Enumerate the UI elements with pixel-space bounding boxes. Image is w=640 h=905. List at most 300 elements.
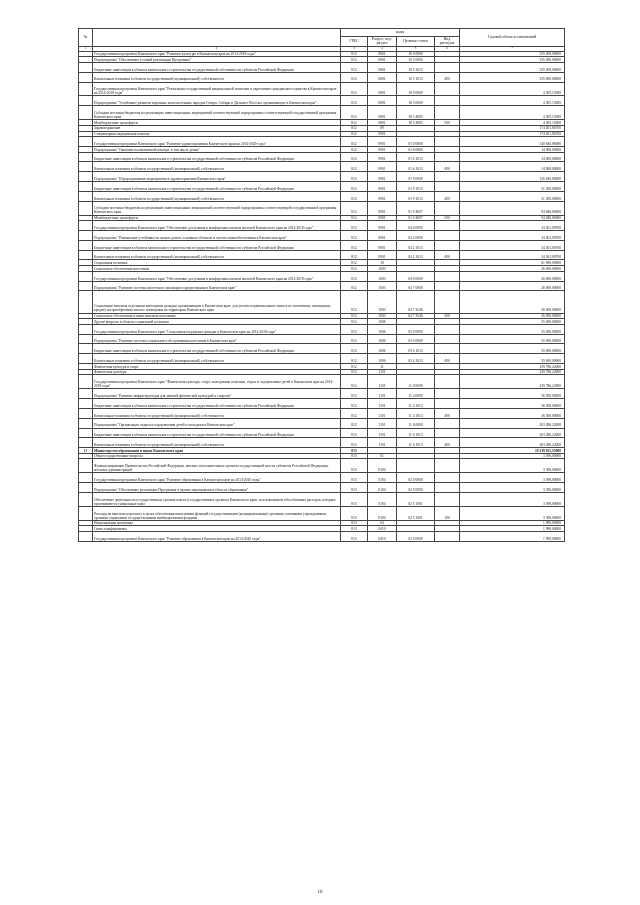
razdel-code: 1003 (368, 271, 397, 281)
amount-value: 26 000,00000 (460, 271, 565, 281)
razdel-code: 10 (368, 260, 397, 266)
expense-type-code: 400 (435, 408, 460, 418)
amount-value: 35 690,00000 (460, 319, 565, 325)
grbs-code: 812 (341, 344, 368, 354)
target-article-code: 18 3 4005 (397, 120, 435, 126)
amount-value: 335 000,00000 (460, 62, 565, 72)
grbs-code: 813 (341, 473, 368, 483)
row-number (79, 354, 93, 364)
item-name: Капитальные вложения в объекты государственной (муниципальной) собственности (93, 408, 341, 418)
target-article-code: 03 4 0000 (397, 334, 435, 344)
amount-value: 31 200,00000 (460, 182, 565, 192)
amount-value: 335 000,00000 (460, 72, 565, 82)
expense-type-code: 400 (435, 162, 460, 172)
amount-value: 94 840,86000 (460, 201, 565, 215)
item-name: Межбюджетные трансферты (93, 215, 341, 221)
amount-value: 3 396,00000 (460, 459, 565, 473)
amount-value: 335 000,00000 (460, 51, 565, 57)
amount-value: 34 361,00700 (460, 221, 565, 231)
row-number (79, 240, 93, 250)
grbs-code: 812 (341, 291, 368, 313)
table-row (79, 191, 565, 201)
amount-value: 34 361,00700 (460, 231, 565, 241)
row-number (79, 473, 93, 483)
razdel-code: 0801 (368, 82, 397, 96)
grbs-code: 812 (341, 250, 368, 260)
razdel-code: 0801 (368, 72, 397, 82)
target-article-code: 01 9 4007 (397, 201, 435, 215)
razdel-code: 1003 (368, 266, 397, 272)
item-name: Межбюджетные трансферты (93, 120, 341, 126)
target-article-code: 10 5 0000 (397, 57, 435, 63)
expense-type-code (435, 473, 460, 483)
target-article-code: 01 6 1013 (397, 162, 435, 172)
razdel-code: 1101 (368, 408, 397, 418)
item-name: Бюджетные инвестиции в объекты капитального строительства государственной собственности субъектов Российской Федерации (93, 62, 341, 72)
amount-value: 239 786,22000 (460, 369, 565, 375)
item-name: Государственная программа Камчатского края "Обеспечение доступным и комфортным жильем жителей Камчатского края на 2014-2018 годы" (93, 221, 341, 231)
row-number (79, 172, 93, 182)
table-row (79, 182, 565, 192)
grbs-code: 812 (341, 125, 368, 131)
item-name: Капитальные вложения в объекты государственной (муниципальной) собственности (93, 250, 341, 260)
razdel-code: 11 (368, 364, 397, 370)
row-number (79, 324, 93, 334)
grbs-code: 812 (341, 201, 368, 215)
item-name: Социальное обеспечение населения (93, 266, 341, 272)
razdel-code: 1003 (368, 313, 397, 319)
expense-type-code (435, 182, 460, 192)
table-row (79, 162, 565, 172)
col-number: 1 (79, 46, 93, 51)
expense-type-code (435, 459, 460, 473)
grbs-code: 812 (341, 399, 368, 409)
item-name: Капитальные вложения в объекты государственной (муниципальной) собственности (93, 191, 341, 201)
table-row (79, 483, 565, 493)
item-name: Функционирование Правительства Российской Федерации, высших исполнительных органов государственной власти субъектов Российской Федерации, местных администраций (93, 459, 341, 473)
table-row (79, 82, 565, 96)
item-name: Министерство образования и науки Камчатского края (93, 448, 341, 454)
header-name (93, 29, 341, 47)
col-number: 5 (397, 46, 435, 51)
item-name: Капитальные вложения в объекты государственной (муниципальной) собственности (93, 438, 341, 448)
row-number (79, 438, 93, 448)
table-row (79, 418, 565, 428)
item-name: Подпрограмма "Оказание паллиативной помощи, в том числе детям" (93, 147, 341, 153)
item-name: Государственная программа Камчатского края "Реализация государственной национальной политики и укрепление гражданского единства в Камчатском крае на 2014-2018 годы" (93, 82, 341, 96)
razdel-code: 1006 (368, 344, 397, 354)
target-article-code: 02 0 0000 (397, 473, 435, 483)
razdel-code: 0801 (368, 62, 397, 72)
item-name: Физическая культура и спорт (93, 364, 341, 370)
razdel-code: 0801 (368, 51, 397, 57)
row-number (79, 291, 93, 313)
item-name: Социальное обеспечение и иные выплаты населению (93, 313, 341, 319)
budget-table-body (79, 51, 565, 541)
table-row (79, 281, 565, 291)
amount-value: 26 000,00000 (460, 313, 565, 319)
amount-value: 14 000,00000 (460, 147, 565, 153)
razdel-code: 1006 (368, 324, 397, 334)
razdel-code: 1006 (368, 319, 397, 325)
amount-value: 34 361,00700 (460, 240, 565, 250)
grbs-code: 812 (341, 131, 368, 137)
item-name: Субсидии местным бюджетам на реализацию инвестиционных мероприятий соответствующей подпрограммы соответствующей государственной программы Камчатского края (93, 201, 341, 215)
expense-type-code (435, 96, 460, 106)
amount-value: 239 786,22000 (460, 364, 565, 370)
razdel-code: 0901 (368, 172, 397, 182)
item-name: Социальные выплаты отдельным категориям граждан, проживающим в Камчатском крае, для уплаты первоначального взноса по ипотечному жилищному кредиту на приобретение жилого помещения на территории Камчатского края (93, 291, 341, 313)
expense-type-code: 500 (435, 215, 460, 221)
expense-type-code: 400 (435, 354, 460, 364)
expense-type-code: 400 (435, 191, 460, 201)
amount-value: 126 640,86000 (460, 172, 565, 182)
target-article-code: 18 3 0000 (397, 96, 435, 106)
expense-type-code (435, 240, 460, 250)
item-name: Подпрограмма "Развитие инфраструктуры для занятий физической культурой и спортом" (93, 389, 341, 399)
item-name: Бюджетные инвестиции в объекты капитального строительства государственной собственности субъектов Российской Федерации (93, 344, 341, 354)
razdel-code: 1003 (368, 281, 397, 291)
amount-value: 203 286,22000 (460, 438, 565, 448)
expense-type-code (435, 152, 460, 162)
amount-value: 35 690,00000 (460, 344, 565, 354)
amount-value: 14 000,00000 (460, 152, 565, 162)
amount-value: 14 000,00000 (460, 162, 565, 172)
grbs-code: 812 (341, 319, 368, 325)
header-cs: Целевая статья (397, 37, 435, 47)
expense-type-code (435, 201, 460, 215)
amount-value: 174 401,86700 (460, 125, 565, 131)
target-article-code: 04 0 0000 (397, 271, 435, 281)
header-vid: Вид расходов (435, 37, 460, 47)
table-row (79, 221, 565, 231)
expense-type-code (435, 82, 460, 96)
razdel-code: 09 (368, 125, 397, 131)
target-article-code: 11 4 0000 (397, 389, 435, 399)
table-row (79, 172, 565, 182)
amount-value: 3 396,00000 (460, 473, 565, 483)
razdel-code: 0901 (368, 162, 397, 172)
razdel-code: 0801 (368, 96, 397, 106)
grbs-code: 812 (341, 389, 368, 399)
grbs-code: 812 (341, 364, 368, 370)
item-name: Национальная экономика (93, 520, 341, 526)
target-article-code: 10 5 1013 (397, 62, 435, 72)
col-number: 2 (93, 46, 341, 51)
razdel-code: 0104 (368, 459, 397, 473)
amount-value: 1 990,00000 (460, 532, 565, 542)
table-row (79, 506, 565, 520)
grbs-code: 813 (341, 520, 368, 526)
razdel-code: 0410 (368, 532, 397, 542)
razdel-code: 0104 (368, 473, 397, 483)
razdel-code: 0801 (368, 57, 397, 63)
razdel-code: 0801 (368, 120, 397, 126)
header-grbs: ГРБС (341, 37, 368, 47)
amount-value: 3 396,00000 (460, 492, 565, 506)
row-number (79, 483, 93, 493)
table-row (79, 389, 565, 399)
item-name: Подпрограмма "Устойчивое развитие коренных малочисленных народов Севера, Сибири и Дальнего Востока, проживающих в Камчатском крае" (93, 96, 341, 106)
amount-value: 4 365,15000 (460, 82, 565, 96)
razdel-code: 0901 (368, 221, 397, 231)
target-article-code: 01 9 0000 (397, 172, 435, 182)
razdel-code: 0901 (368, 131, 397, 137)
page-number: 10 (317, 890, 323, 895)
target-article-code: 11 0 0000 (397, 375, 435, 389)
amount-value: 203 286,22000 (460, 418, 565, 428)
grbs-code: 812 (341, 240, 368, 250)
target-article-code: 02 5 1001 (397, 492, 435, 506)
target-article-code: 11 6 0000 (397, 418, 435, 428)
razdel-code: 1101 (368, 369, 397, 375)
razdel-code: 0901 (368, 240, 397, 250)
target-article-code: 11 6 1013 (397, 428, 435, 438)
razdel-code: 0901 (368, 147, 397, 153)
item-name: Государственная программа Камчатского края "Обеспечение доступным и комфортным жильем жителей Камчатского края на 2014-2018 годы" (93, 271, 341, 281)
expense-type-code: 400 (435, 72, 460, 82)
table-row (79, 240, 565, 250)
grbs-code: 813 (341, 506, 368, 520)
item-name: Государственная программа Камчатского края "Развитие здравоохранения Камчатского края на 2014-2020 годы" (93, 137, 341, 147)
table-row (79, 428, 565, 438)
table-row (79, 201, 565, 215)
grbs-code: 813 (341, 532, 368, 542)
col-number: 4 (368, 46, 397, 51)
expense-type-code (435, 106, 460, 120)
table-row (79, 354, 565, 364)
razdel-code: 0901 (368, 191, 397, 201)
target-article-code: 04 2 1013 (397, 250, 435, 260)
expense-type-code (435, 334, 460, 344)
expense-type-code (435, 231, 460, 241)
grbs-code: 812 (341, 428, 368, 438)
table-row (79, 334, 565, 344)
row-number (79, 334, 93, 344)
row-number (79, 428, 93, 438)
expense-type-code (435, 418, 460, 428)
grbs-code: 812 (341, 375, 368, 389)
table-row (79, 291, 565, 313)
expense-type-code (435, 172, 460, 182)
item-name: Бюджетные инвестиции в объекты капитального строительства государственной собственности субъектов Российской Федерации (93, 240, 341, 250)
row-number (79, 344, 93, 354)
grbs-code: 812 (341, 266, 368, 272)
item-name: Социальная политика (93, 260, 341, 266)
row-number (79, 271, 93, 281)
grbs-code: 812 (341, 354, 368, 364)
target-article-code: 04 7 2546 (397, 313, 435, 319)
target-article-code: 10 5 1013 (397, 72, 435, 82)
grbs-code: 812 (341, 57, 368, 63)
row-number (79, 201, 93, 215)
expense-type-code (435, 324, 460, 334)
item-name: Государственная программа Камчатского края "Развитие культуры в Камчатском крае на 2014-2018 годы" (93, 51, 341, 57)
target-article-code: 04 0 0000 (397, 221, 435, 231)
grbs-code: 812 (341, 120, 368, 126)
item-name: Расходы на выплаты персоналу в целях обеспечения выполнения функций государственными (муниципальными) органами, казенными учреждениями, органами управления государственными внебюджетными фондами (93, 506, 341, 520)
amount-value: 26 000,00000 (460, 266, 565, 272)
item-name: Бюджетные инвестиции в объекты капитального строительства государственной собственности субъектов Российской Федерации (93, 428, 341, 438)
grbs-code: 813 (341, 492, 368, 506)
item-name: Подпрограмма "Обеспечение условий реализации Программы" (93, 57, 341, 63)
item-name: Государственная программа Камчатского края "Развитие образования в Камчатском крае на 2014-2020 годы" (93, 473, 341, 483)
grbs-code: 812 (341, 438, 368, 448)
razdel-code: 1003 (368, 291, 397, 313)
razdel-code: 0901 (368, 182, 397, 192)
row-number (79, 506, 93, 520)
amount-value: 1 990,00000 (460, 526, 565, 532)
grbs-code: 812 (341, 96, 368, 106)
row-number (79, 532, 93, 542)
grbs-code: 812 (341, 334, 368, 344)
amount-value: 94 840,86000 (460, 215, 565, 221)
expense-type-code (435, 532, 460, 542)
item-name: Государственная программа Камчатского края "Развитие образования в Камчатском крае на 2014-2020 годы" (93, 532, 341, 542)
item-name: Подпрограмма "Обеспечение реализации Программы и прочие мероприятия в области образования" (93, 483, 341, 493)
grbs-code: 812 (341, 221, 368, 231)
item-name: Общегосударственные вопросы (93, 453, 341, 459)
row-number (79, 231, 93, 241)
grbs-code: 812 (341, 51, 368, 57)
target-article-code: 02 5 1001 (397, 506, 435, 520)
row-number (79, 418, 93, 428)
row-number (79, 375, 93, 389)
table-row (79, 492, 565, 506)
expense-type-code (435, 428, 460, 438)
target-article-code: 04 2 1013 (397, 240, 435, 250)
table-row (79, 96, 565, 106)
target-article-code: 02 0 0000 (397, 532, 435, 542)
amount-value: 4 365,15000 (460, 106, 565, 120)
expense-type-code: 400 (435, 250, 460, 260)
amount-value: 239 786,22000 (460, 375, 565, 389)
row-number (79, 250, 93, 260)
grbs-code: 812 (341, 72, 368, 82)
grbs-code: 812 (341, 147, 368, 153)
row-number (79, 162, 93, 172)
target-article-code: 11 4 1013 (397, 408, 435, 418)
target-article-code: 04 7 0000 (397, 281, 435, 291)
amount-value: 26 000,00000 (460, 291, 565, 313)
grbs-code: 812 (341, 82, 368, 96)
item-name: Капитальные вложения в объекты государственной (муниципальной) собственности (93, 162, 341, 172)
table-row (79, 459, 565, 473)
expense-type-code (435, 492, 460, 506)
row-number (79, 459, 93, 473)
item-name: Подпрограмма "Подпрограммные мероприятия в здравоохранении Камчатского края" (93, 172, 341, 182)
row-number: 11 (79, 448, 93, 454)
target-article-code: 11 4 1013 (397, 399, 435, 409)
amount-value: 35 690,00000 (460, 324, 565, 334)
row-number (79, 408, 93, 418)
grbs-code: 812 (341, 162, 368, 172)
item-name: Другие вопросы в области социальной политики (93, 319, 341, 325)
table-row (79, 473, 565, 483)
razdel-code: 1101 (368, 375, 397, 389)
grbs-code: 813 (341, 459, 368, 473)
header-row-top (79, 29, 565, 37)
header-codes-group: коды (341, 29, 460, 37)
amount-value: 140 640,86000 (460, 137, 565, 147)
razdel-code: 0104 (368, 506, 397, 520)
table-row (79, 250, 565, 260)
grbs-code: 812 (341, 313, 368, 319)
row-number (79, 82, 93, 96)
budget-table-sheet (78, 28, 564, 542)
item-name: Подпрограмма "Развитие системы ипотечного жилищного кредитования в Камчатском крае" (93, 281, 341, 291)
grbs-code: 812 (341, 408, 368, 418)
target-article-code (397, 459, 435, 473)
amount-value: 203 286,22000 (460, 428, 565, 438)
expense-type-code (435, 375, 460, 389)
item-name: Бюджетные инвестиции в объекты капитального строительства государственной собственности субъектов Российской Федерации (93, 399, 341, 409)
target-article-code: 04 7 2546 (397, 291, 435, 313)
row-number (79, 191, 93, 201)
amount-value: 4 365,15000 (460, 120, 565, 126)
amount-value: 36 500,00000 (460, 408, 565, 418)
table-row (79, 231, 565, 241)
grbs-code: 812 (341, 281, 368, 291)
table-row (79, 324, 565, 334)
razdel-code: 1101 (368, 389, 397, 399)
razdel-code: 0901 (368, 137, 397, 147)
item-name: Связь и информатика (93, 526, 341, 532)
col-number: 6 (435, 46, 460, 51)
expense-type-code: 500 (435, 120, 460, 126)
row-number (79, 221, 93, 231)
razdel-code: 0104 (368, 492, 397, 506)
expense-type-code (435, 483, 460, 493)
amount-value: 3 396,00000 (460, 506, 565, 520)
grbs-code: 813 (341, 483, 368, 493)
item-name: Капитальные вложения в объекты государственной (муниципальной) собственности (93, 354, 341, 364)
row-number (79, 72, 93, 82)
col-number: 3 (341, 46, 368, 51)
row-number (79, 281, 93, 291)
grbs-code: 812 (341, 172, 368, 182)
amount-value: 61 690,00000 (460, 260, 565, 266)
item-name: Капитальные вложения в объекты государственной (муниципальной) собственности (93, 72, 341, 82)
table-row (79, 375, 565, 389)
table-row (79, 106, 565, 120)
grbs-code: 812 (341, 191, 368, 201)
table-row (79, 137, 565, 147)
table-row (79, 399, 565, 409)
table-row (79, 438, 565, 448)
grbs-code: 813 (341, 448, 368, 454)
item-name: Субсидии местным бюджетам на реализацию инвестиционных мероприятий соответствующей подпрограммы соответствующей государственной программы Камчатского края (93, 106, 341, 120)
razdel-code: 1101 (368, 438, 397, 448)
amount-value: 335 000,00000 (460, 57, 565, 63)
row-number (79, 152, 93, 162)
item-name: Государственная программа Камчатского края "Физическая культура, спорт, молодежная политика, отдых и оздоровление детей в Камчатском крае на 2014-2018 годы" (93, 375, 341, 389)
amount-value: 174 401,86700 (460, 131, 565, 137)
amount-value: 10 339 025,53000 (460, 448, 565, 454)
expense-type-code (435, 399, 460, 409)
target-article-code: 01 6 1013 (397, 152, 435, 162)
row-number (79, 182, 93, 192)
header-amount: Годовой объем ассигнований (460, 29, 565, 47)
target-article-code: 01 6 0000 (397, 147, 435, 153)
amount-value: 31 200,00000 (460, 191, 565, 201)
row-number (79, 389, 93, 399)
razdel-code: 0901 (368, 201, 397, 215)
expense-type-code: 400 (435, 438, 460, 448)
header-razdel: Раздел, под-раздел (368, 37, 397, 47)
item-name: Государственная программа Камчатского края "Социальная поддержка граждан в Камчатском крае на 2014-2018 годы" (93, 324, 341, 334)
amount-value: 4 365,15000 (460, 96, 565, 106)
